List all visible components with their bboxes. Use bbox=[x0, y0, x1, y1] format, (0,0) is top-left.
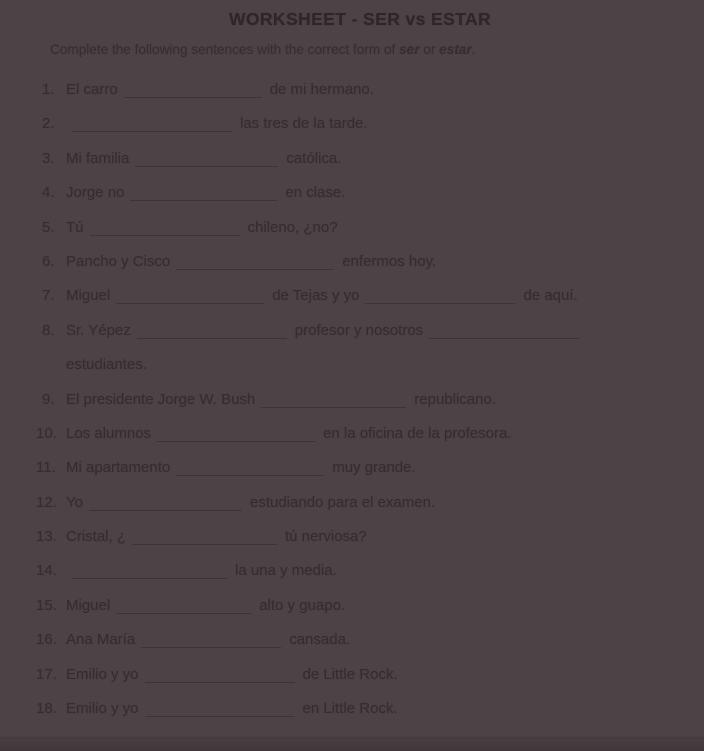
sentence-text: de aquí. bbox=[523, 287, 578, 305]
sentence-text: católica. bbox=[286, 149, 342, 167]
answer-blank bbox=[124, 84, 262, 98]
sentence-text: cansada. bbox=[289, 631, 351, 649]
sentence-text: en Little Rock. bbox=[302, 700, 398, 718]
item-number: 11. bbox=[36, 459, 56, 477]
sentence-text: Emilio y yo bbox=[66, 700, 139, 718]
sentence-text: Mi apartamento bbox=[66, 459, 171, 477]
sentence-text: alto y guapo. bbox=[259, 596, 346, 614]
sentence-text: Yo bbox=[66, 493, 83, 511]
item-number: 10. bbox=[36, 424, 57, 442]
sentence-row-4 bbox=[36, 182, 684, 203]
instruction-segment: or bbox=[419, 42, 440, 57]
answer-blank bbox=[89, 497, 242, 511]
sentence-text: Emilio y yo bbox=[66, 665, 139, 683]
item-number: 14. bbox=[36, 562, 57, 580]
sentence-text: Miguel bbox=[66, 287, 111, 305]
answer-blank bbox=[130, 187, 277, 201]
sentence-content bbox=[66, 629, 684, 650]
sentence-text: Los alumnos bbox=[66, 424, 152, 442]
instruction-term-estar: estar bbox=[439, 42, 472, 57]
sentence-text: las tres de la tarde. bbox=[240, 115, 368, 133]
sentence-content bbox=[66, 698, 684, 719]
sentence-content bbox=[66, 182, 684, 203]
sentence-row-11 bbox=[36, 457, 684, 478]
sentence-text: de mi hermano. bbox=[269, 81, 374, 98]
sentence-text: en la oficina de la profesora. bbox=[323, 424, 512, 442]
sentence-content bbox=[66, 664, 684, 685]
answer-blank bbox=[145, 703, 295, 717]
sentence-text: estudiantes. bbox=[66, 356, 147, 374]
answer-blank bbox=[365, 290, 515, 304]
sentence-row-17 bbox=[36, 664, 684, 685]
answer-blank bbox=[132, 531, 277, 545]
table-surface bbox=[0, 739, 704, 751]
answer-blank bbox=[429, 325, 579, 339]
sentence-row-3 bbox=[36, 148, 684, 169]
sentence-row-13 bbox=[36, 526, 684, 547]
sentence-row-16 bbox=[36, 629, 684, 650]
answer-blank bbox=[72, 565, 227, 579]
item-number: 7. bbox=[42, 287, 55, 305]
sentence-content bbox=[66, 148, 684, 169]
sentence-text: muy grande. bbox=[332, 459, 416, 477]
sentence-text: enfermos hoy. bbox=[342, 252, 437, 270]
sentence-text: Ana María bbox=[66, 631, 136, 649]
sentence-content bbox=[66, 423, 684, 444]
item-number: 9. bbox=[42, 390, 55, 408]
sentence-content bbox=[66, 560, 684, 581]
sentence-row-6 bbox=[36, 251, 684, 272]
sentence-content bbox=[66, 79, 684, 100]
answer-blank bbox=[116, 600, 251, 614]
sentence-text: Tú bbox=[66, 218, 84, 236]
sentence-row-18 bbox=[36, 698, 684, 719]
sentence-content bbox=[66, 320, 684, 341]
sentence-row-1 bbox=[36, 79, 684, 100]
answer-blank bbox=[72, 118, 232, 132]
item-number: 16. bbox=[36, 631, 57, 649]
sentence-text: en clase. bbox=[285, 184, 346, 202]
sentence-text: profesor y nosotros bbox=[294, 321, 424, 339]
instruction-term-ser: ser bbox=[399, 42, 420, 57]
sentence-row-8-continued bbox=[36, 354, 684, 375]
sentence-text: El carro bbox=[66, 81, 118, 98]
sentence-content bbox=[66, 217, 684, 238]
instruction-text bbox=[50, 42, 684, 57]
sentence-text: Sr. Yépez bbox=[66, 321, 131, 339]
item-number: 15. bbox=[36, 596, 57, 614]
sentence-content bbox=[66, 492, 684, 513]
sentence-row-14 bbox=[36, 560, 684, 581]
sentence-text: republicano. bbox=[414, 390, 496, 408]
sentence-text: Miguel bbox=[66, 596, 111, 614]
answer-blank bbox=[157, 428, 315, 442]
sentence-text: El presidente Jorge W. Bush bbox=[66, 390, 256, 408]
sentence-row-2 bbox=[36, 113, 684, 134]
sentence-row-8 bbox=[36, 320, 684, 341]
item-number: 5. bbox=[42, 218, 55, 236]
sentence-text: Jorge no bbox=[66, 184, 125, 202]
sentence-text: estudiando para el examen. bbox=[249, 493, 436, 511]
answer-blank bbox=[137, 325, 287, 339]
sentence-text: de Tejas y yo bbox=[272, 287, 360, 305]
sentence-text: Mi familia bbox=[66, 149, 130, 167]
answer-blank bbox=[116, 290, 264, 304]
worksheet-title: WORKSHEET - SER vs ESTAR bbox=[228, 9, 492, 29]
sentence-content bbox=[66, 113, 684, 134]
sentence-row-5 bbox=[36, 217, 684, 238]
item-number: 3. bbox=[42, 149, 55, 167]
sentence-text: Pancho y Cisco bbox=[66, 252, 171, 270]
sentence-text: de Little Rock. bbox=[302, 665, 398, 683]
item-number: 12. bbox=[36, 493, 57, 511]
item-number: 8. bbox=[42, 321, 55, 339]
item-number: 18. bbox=[36, 700, 57, 718]
answer-blank bbox=[145, 669, 295, 683]
sentence-content bbox=[66, 285, 684, 306]
sentence-row-10 bbox=[36, 423, 684, 444]
sentence-text: Cristal, ¿ bbox=[66, 528, 126, 546]
sentence-content bbox=[66, 526, 684, 547]
sentence-row-9 bbox=[36, 389, 684, 410]
answer-blank bbox=[176, 256, 334, 270]
instruction-segment: Complete the following sentences with the correct form of bbox=[50, 42, 400, 57]
item-number: 4. bbox=[42, 184, 55, 202]
item-number: 6. bbox=[42, 252, 55, 270]
sentence-content bbox=[66, 251, 684, 272]
sentence-row-15 bbox=[36, 595, 684, 616]
instruction-segment: . bbox=[471, 42, 476, 57]
item-number: 2. bbox=[42, 115, 55, 133]
answer-blank bbox=[141, 634, 281, 648]
item-number: 17. bbox=[36, 665, 57, 683]
sentence-text: la una y media. bbox=[235, 562, 337, 580]
items-list bbox=[36, 79, 684, 719]
sentence-text: chileno, ¿no? bbox=[247, 218, 338, 236]
sentence-content bbox=[66, 457, 684, 478]
sentence-text: tú nerviosa? bbox=[285, 528, 367, 546]
sentence-content bbox=[66, 389, 684, 410]
item-number: 1. bbox=[42, 81, 55, 98]
answer-blank bbox=[261, 394, 406, 408]
answer-blank bbox=[176, 462, 324, 476]
sentence-row-12 bbox=[36, 492, 684, 513]
sentence-content bbox=[66, 595, 684, 616]
item-number: 13. bbox=[36, 528, 57, 546]
answer-blank bbox=[135, 153, 278, 167]
sentence-content bbox=[66, 354, 684, 375]
sentence-row-7 bbox=[36, 285, 684, 306]
answer-blank bbox=[90, 222, 240, 236]
